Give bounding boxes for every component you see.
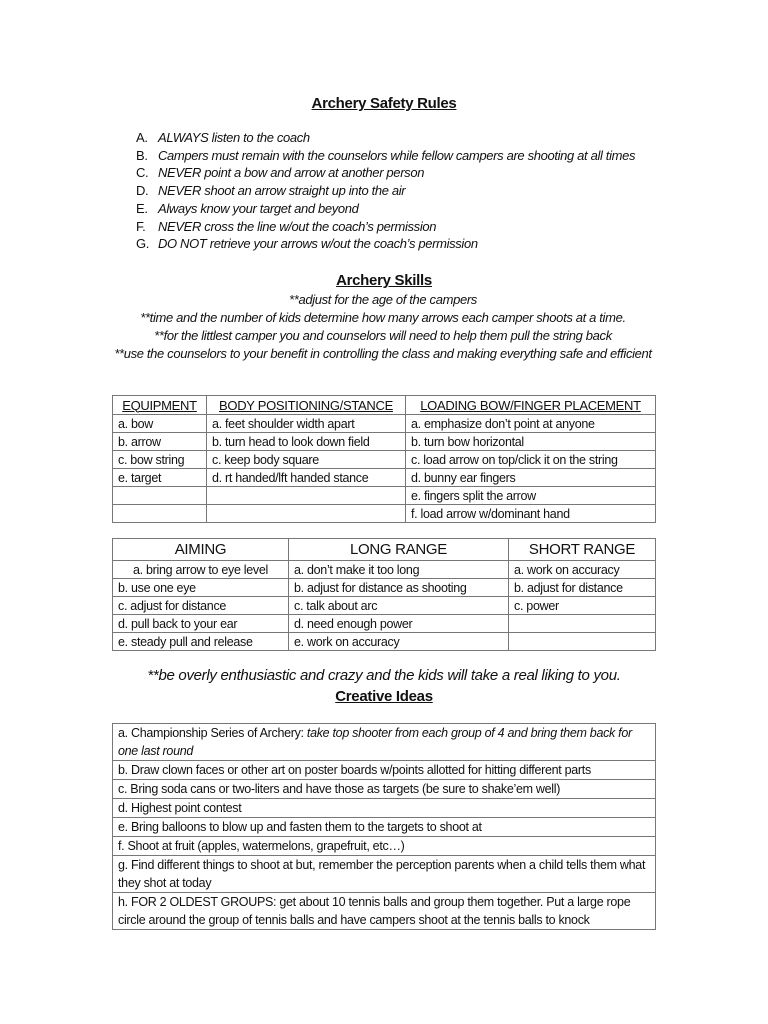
idea-text: d. Highest point contest	[118, 801, 242, 815]
idea-cell	[113, 780, 656, 799]
table-row	[113, 597, 656, 615]
table-cell: b. adjust for distance	[509, 579, 656, 597]
table-cell: c. adjust for distance	[113, 597, 289, 615]
list-item	[136, 182, 635, 200]
rule-letter: C.	[136, 165, 149, 181]
table-row	[113, 469, 656, 487]
skills-notes	[110, 291, 656, 363]
header-loading-bow: LOADING BOW/FINGER PLACEMENT	[406, 396, 656, 415]
table-cell: c. bow string	[113, 451, 207, 469]
table-cell: b. arrow	[113, 433, 207, 451]
idea-cell	[113, 893, 656, 930]
table-row	[113, 856, 656, 893]
note-line: **time and the number of kids determine how many arrows each camper shoots at a time.	[140, 309, 626, 325]
table-cell	[207, 505, 406, 523]
rule-text: DO NOT retrieve your arrows w/out the coach’s permission	[158, 236, 478, 252]
table-header-row	[113, 539, 656, 561]
table-cell: b. turn bow horizontal	[406, 433, 656, 451]
rule-text: NEVER shoot an arrow straight up into the air	[158, 183, 406, 199]
list-item	[136, 235, 635, 253]
idea-text: f. Shoot at fruit (apples, watermelons, grapefruit, etc…)	[118, 839, 405, 853]
header-equipment: EQUIPMENT	[113, 396, 207, 415]
list-item	[136, 129, 635, 147]
table-row	[113, 505, 656, 523]
table-cell: c. keep body square	[207, 451, 406, 469]
idea-cell	[113, 837, 656, 856]
table-row	[113, 487, 656, 505]
table-cell: a. feet shoulder width apart	[207, 415, 406, 433]
idea-text: b. Draw clown faces or other art on poster boards w/points allotted for hitting different parts	[118, 763, 591, 777]
safety-rules-title: Archery Safety Rules	[311, 95, 457, 112]
table-cell	[207, 487, 406, 505]
idea-text: g. Find different things to shoot at but, remember the perception parents when a child tells them what they shot at today	[118, 858, 646, 890]
skills-table	[112, 395, 656, 523]
creative-ideas-table	[112, 723, 656, 930]
list-item	[136, 200, 635, 218]
table-cell: d. need enough power	[289, 615, 509, 633]
table-cell	[113, 505, 207, 523]
table-cell: d. bunny ear fingers	[406, 469, 656, 487]
table-row	[113, 761, 656, 780]
header-body-positioning: BODY POSITIONING/STANCE	[207, 396, 406, 415]
list-item	[136, 147, 635, 165]
table-cell: d. pull back to your ear	[113, 615, 289, 633]
table-row	[113, 415, 656, 433]
table-cell: e. work on accuracy	[289, 633, 509, 651]
idea-cell	[113, 799, 656, 818]
idea-text: a. Championship Series of Archery:	[118, 726, 307, 740]
rule-letter: D.	[136, 183, 149, 199]
table-row	[113, 837, 656, 856]
safety-rules-list	[136, 129, 635, 253]
range-table	[112, 538, 656, 651]
idea-text: e. Bring balloons to blow up and fasten them to the targets to shoot at	[118, 820, 482, 834]
idea-cell	[113, 724, 656, 761]
idea-text: h. FOR 2 OLDEST GROUPS: get about 10 tennis balls and group them together. Put a large rope circle around the group of tennis balls and have campers shoot at the tennis balls to knock	[118, 895, 631, 927]
creative-ideas-title: Creative Ideas	[335, 688, 433, 705]
table-cell: e. steady pull and release	[113, 633, 289, 651]
table-cell	[509, 615, 656, 633]
table-row	[113, 799, 656, 818]
rule-letter: A.	[136, 130, 148, 145]
rule-text: ALWAYS listen to the coach	[158, 130, 310, 145]
rule-letter: F.	[136, 218, 146, 234]
table-header-row	[113, 396, 656, 415]
table-cell: a. bring arrow to eye level	[113, 561, 289, 579]
table-cell: a. emphasize don’t point at anyone	[406, 415, 656, 433]
header-short-range: SHORT RANGE	[509, 539, 656, 561]
note-line: **adjust for the age of the campers	[289, 292, 477, 307]
table-cell: e. fingers split the arrow	[406, 487, 656, 505]
table-cell	[113, 487, 207, 505]
header-long-range: LONG RANGE	[289, 539, 509, 561]
table-cell: e. target	[113, 469, 207, 487]
rule-text: NEVER point a bow and arrow at another person	[158, 165, 425, 181]
archery-skills-title: Archery Skills	[336, 272, 432, 289]
table-row	[113, 780, 656, 799]
table-cell: c. talk about arc	[289, 597, 509, 615]
table-cell: d. rt handed/lft handed stance	[207, 469, 406, 487]
table-cell: b. turn head to look down field	[207, 433, 406, 451]
idea-cell	[113, 818, 656, 837]
idea-italic-text: take top shooter from each group of 4 and bring them back for one last round	[118, 726, 632, 758]
table-cell	[509, 633, 656, 651]
list-item	[136, 164, 635, 182]
table-cell: a. don’t make it too long	[289, 561, 509, 579]
table-cell: b. adjust for distance as shooting	[289, 579, 509, 597]
rule-text: Campers must remain with the counselors while fellow campers are shooting at all times	[158, 147, 636, 163]
rule-letter: E.	[136, 200, 148, 216]
table-row	[113, 633, 656, 651]
rule-text: NEVER cross the line w/out the coach’s permission	[158, 218, 437, 234]
idea-text: c. Bring soda cans or two-liters and have those as targets (be sure to shake’em well)	[118, 782, 561, 796]
idea-cell	[113, 761, 656, 780]
note-line: **for the littlest camper you and counselors will need to help them pull the string back	[154, 327, 612, 343]
table-row	[113, 893, 656, 930]
note-line: **use the counselors to your benefit in controlling the class and making everything safe and efficient	[114, 345, 652, 361]
header-aiming: AIMING	[113, 539, 289, 561]
rule-letter: B.	[136, 147, 148, 163]
table-cell: a. bow	[113, 415, 207, 433]
enthusiasm-note: **be overly enthusiastic and crazy and the kids will take a real liking to you.	[147, 667, 621, 684]
table-row	[113, 433, 656, 451]
table-cell: f. load arrow w/dominant hand	[406, 505, 656, 523]
idea-cell	[113, 856, 656, 893]
table-row	[113, 579, 656, 597]
table-row	[113, 724, 656, 761]
table-row	[113, 451, 656, 469]
table-cell: c. power	[509, 597, 656, 615]
table-cell: a. work on accuracy	[509, 561, 656, 579]
table-cell: c. load arrow on top/click it on the string	[406, 451, 656, 469]
list-item	[136, 218, 635, 236]
table-row	[113, 818, 656, 837]
table-cell: b. use one eye	[113, 579, 289, 597]
table-row	[113, 615, 656, 633]
rule-text: Always know your target and beyond	[158, 200, 359, 216]
rule-letter: G.	[136, 236, 150, 252]
table-row	[113, 561, 656, 579]
